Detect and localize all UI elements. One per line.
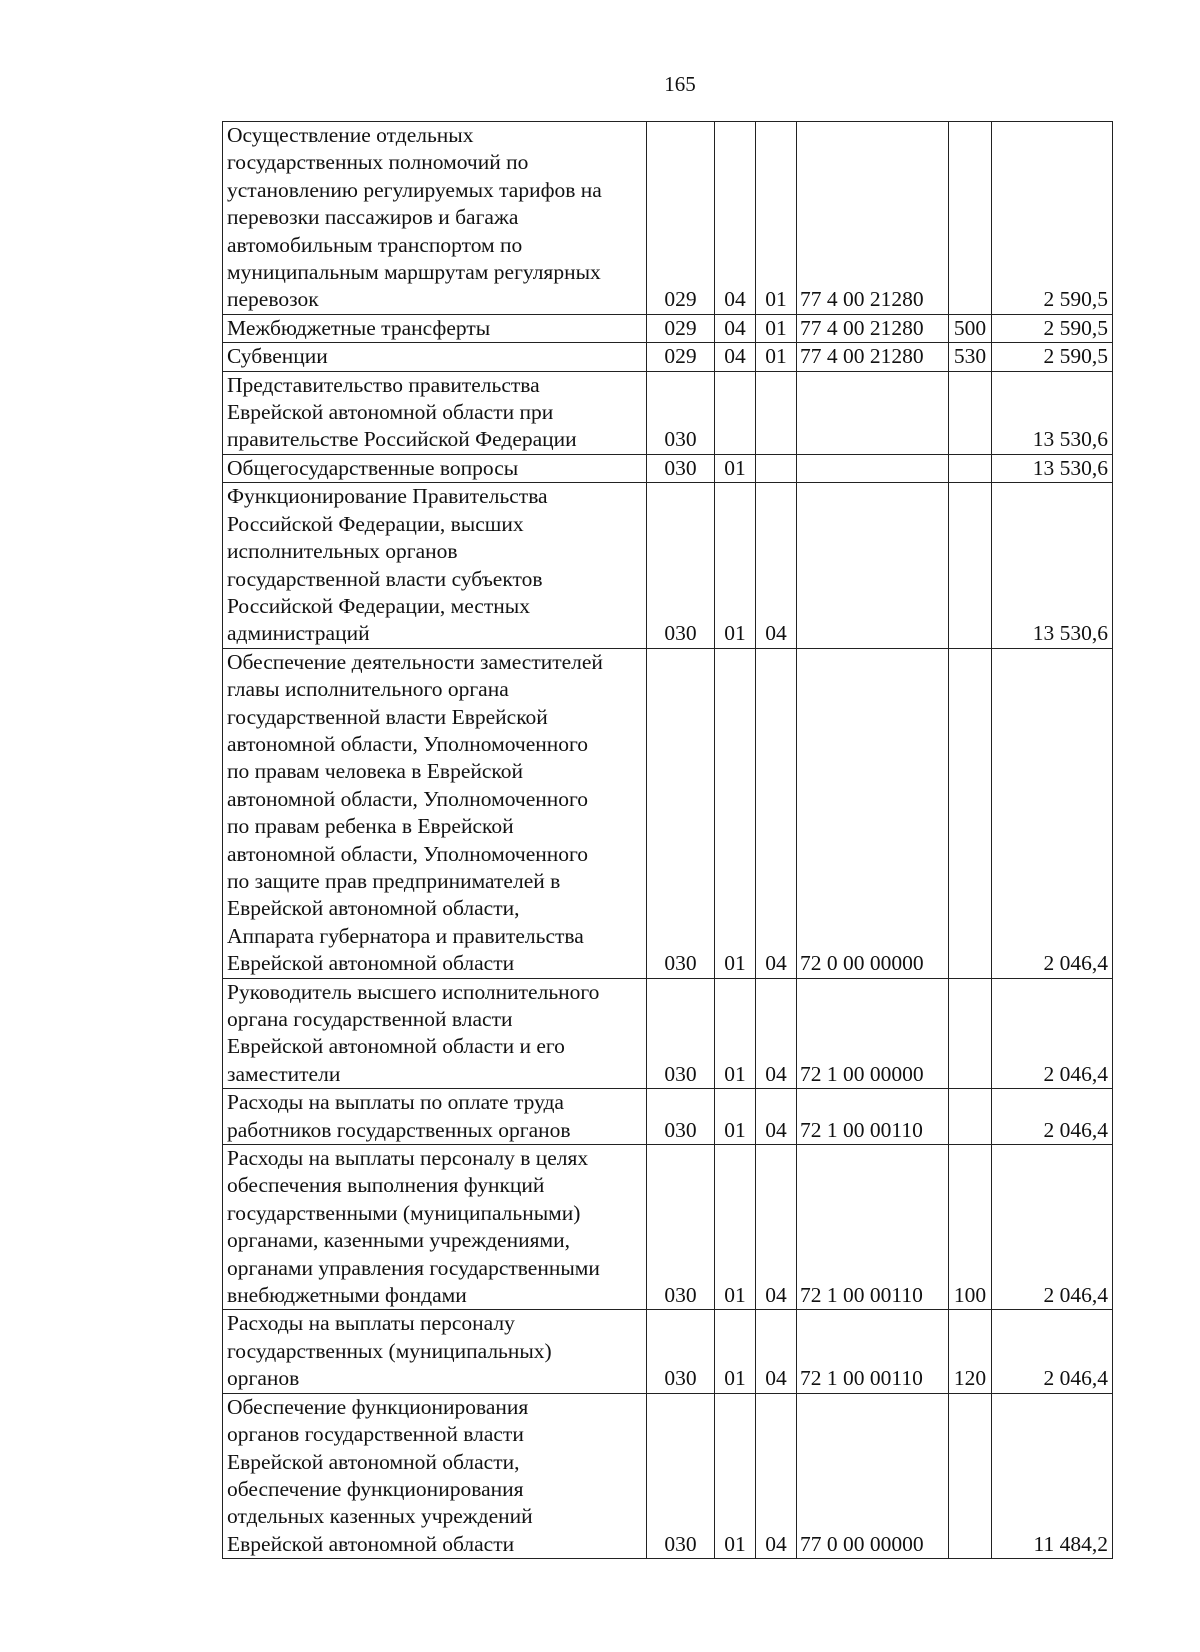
row-subsection-code: 04 xyxy=(756,483,797,648)
row-name: Обеспечение деятельности заместителей главы исполнительного органа государственной власти Еврейской автономной области, Уполномоченного по правам человека в Еврейской автономной области, Уполномоченного по правам ребенка в Еврейской автономной области, Уполномоченного по защите прав предпринимателей в Еврейской автономной области, Аппарата губернатора и правительства Еврейской автономной области xyxy=(223,648,647,978)
row-subsection-code: 01 xyxy=(756,343,797,371)
row-admin-code: 030 xyxy=(647,1089,715,1145)
row-section-code xyxy=(715,371,756,454)
row-section-code: 01 xyxy=(715,1393,756,1558)
row-expense-type: 500 xyxy=(949,314,992,342)
row-expense-type: 120 xyxy=(949,1310,992,1393)
table-row xyxy=(223,122,1113,315)
row-amount: 2 046,4 xyxy=(992,1089,1113,1145)
row-section-code: 01 xyxy=(715,648,756,978)
row-target-article: 77 4 00 21280 xyxy=(797,314,949,342)
row-subsection-code: 01 xyxy=(756,314,797,342)
row-amount: 2 046,4 xyxy=(992,978,1113,1089)
row-subsection-code: 04 xyxy=(756,1393,797,1558)
table-row xyxy=(223,343,1113,371)
row-amount: 2 046,4 xyxy=(992,1310,1113,1393)
budget-table xyxy=(222,121,1113,1559)
row-expense-type xyxy=(949,122,992,315)
row-admin-code: 030 xyxy=(647,1393,715,1558)
row-name: Руководитель высшего исполнительного органа государственной власти Еврейской автономной области и его заместители xyxy=(223,978,647,1089)
row-target-article: 77 4 00 21280 xyxy=(797,343,949,371)
table-row xyxy=(223,1393,1113,1558)
row-amount: 13 530,6 xyxy=(992,371,1113,454)
table-row xyxy=(223,1089,1113,1145)
row-subsection-code: 04 xyxy=(756,978,797,1089)
table-row xyxy=(223,648,1113,978)
row-subsection-code: 04 xyxy=(756,1310,797,1393)
row-expense-type xyxy=(949,1393,992,1558)
row-section-code: 04 xyxy=(715,122,756,315)
row-target-article: 77 0 00 00000 xyxy=(797,1393,949,1558)
table-row xyxy=(223,1145,1113,1310)
row-name: Расходы на выплаты персоналу государственных (муниципальных) органов xyxy=(223,1310,647,1393)
row-subsection-code: 04 xyxy=(756,648,797,978)
row-expense-type: 100 xyxy=(949,1145,992,1310)
row-amount: 2 046,4 xyxy=(992,1145,1113,1310)
table-row xyxy=(223,454,1113,482)
table-row xyxy=(223,1310,1113,1393)
row-expense-type xyxy=(949,454,992,482)
table-row xyxy=(223,978,1113,1089)
row-section-code: 04 xyxy=(715,343,756,371)
row-name: Межбюджетные трансферты xyxy=(223,314,647,342)
row-section-code: 01 xyxy=(715,454,756,482)
table-row xyxy=(223,314,1113,342)
row-expense-type xyxy=(949,648,992,978)
row-name: Обеспечение функционирования органов государственной власти Еврейской автономной области, обеспечение функционирования отдельных казенных учреждений Еврейской автономной области xyxy=(223,1393,647,1558)
row-name: Представительство правительства Еврейской автономной области при правительстве Российской Федерации xyxy=(223,371,647,454)
row-section-code: 04 xyxy=(715,314,756,342)
row-admin-code: 030 xyxy=(647,483,715,648)
row-expense-type xyxy=(949,1089,992,1145)
row-subsection-code: 04 xyxy=(756,1145,797,1310)
row-target-article xyxy=(797,454,949,482)
row-target-article: 72 1 00 00110 xyxy=(797,1310,949,1393)
row-amount: 13 530,6 xyxy=(992,454,1113,482)
row-subsection-code: 04 xyxy=(756,1089,797,1145)
row-target-article xyxy=(797,483,949,648)
row-admin-code: 029 xyxy=(647,314,715,342)
row-subsection-code: 01 xyxy=(756,122,797,315)
row-name: Осуществление отдельных государственных полномочий по установлению регулируемых тарифов на перевозки пассажиров и багажа автомобильным транспортом по муниципальным маршрутам регулярных перевозок xyxy=(223,122,647,315)
row-name: Расходы на выплаты по оплате труда работников государственных органов xyxy=(223,1089,647,1145)
row-expense-type xyxy=(949,483,992,648)
page-number: 165 xyxy=(664,72,696,96)
row-target-article: 77 4 00 21280 xyxy=(797,122,949,315)
row-subsection-code xyxy=(756,371,797,454)
row-admin-code: 030 xyxy=(647,1145,715,1310)
row-name: Общегосударственные вопросы xyxy=(223,454,647,482)
row-target-article: 72 1 00 00110 xyxy=(797,1145,949,1310)
row-expense-type xyxy=(949,371,992,454)
row-admin-code: 030 xyxy=(647,1310,715,1393)
row-expense-type xyxy=(949,978,992,1089)
row-admin-code: 030 xyxy=(647,371,715,454)
row-section-code: 01 xyxy=(715,1145,756,1310)
row-amount: 2 590,5 xyxy=(992,314,1113,342)
row-section-code: 01 xyxy=(715,483,756,648)
row-admin-code: 029 xyxy=(647,122,715,315)
table-row xyxy=(223,483,1113,648)
row-subsection-code xyxy=(756,454,797,482)
row-target-article: 72 1 00 00110 xyxy=(797,1089,949,1145)
row-name: Субвенции xyxy=(223,343,647,371)
row-name: Расходы на выплаты персоналу в целях обеспечения выполнения функций государственными (муниципальными) органами, казенными учреждениями, органами управления государственными внебюджетными фондами xyxy=(223,1145,647,1310)
row-admin-code: 030 xyxy=(647,648,715,978)
row-target-article xyxy=(797,371,949,454)
row-amount: 2 590,5 xyxy=(992,343,1113,371)
row-amount: 11 484,2 xyxy=(992,1393,1113,1558)
row-admin-code: 029 xyxy=(647,343,715,371)
row-name: Функционирование Правительства Российской Федерации, высших исполнительных органов государственной власти субъектов Российской Федерации, местных администраций xyxy=(223,483,647,648)
row-amount: 2 046,4 xyxy=(992,648,1113,978)
row-section-code: 01 xyxy=(715,1089,756,1145)
row-target-article: 72 1 00 00000 xyxy=(797,978,949,1089)
row-section-code: 01 xyxy=(715,978,756,1089)
row-expense-type: 530 xyxy=(949,343,992,371)
row-amount: 13 530,6 xyxy=(992,483,1113,648)
row-amount: 2 590,5 xyxy=(992,122,1113,315)
row-section-code: 01 xyxy=(715,1310,756,1393)
table-row xyxy=(223,371,1113,454)
row-admin-code: 030 xyxy=(647,978,715,1089)
row-target-article: 72 0 00 00000 xyxy=(797,648,949,978)
row-admin-code: 030 xyxy=(647,454,715,482)
